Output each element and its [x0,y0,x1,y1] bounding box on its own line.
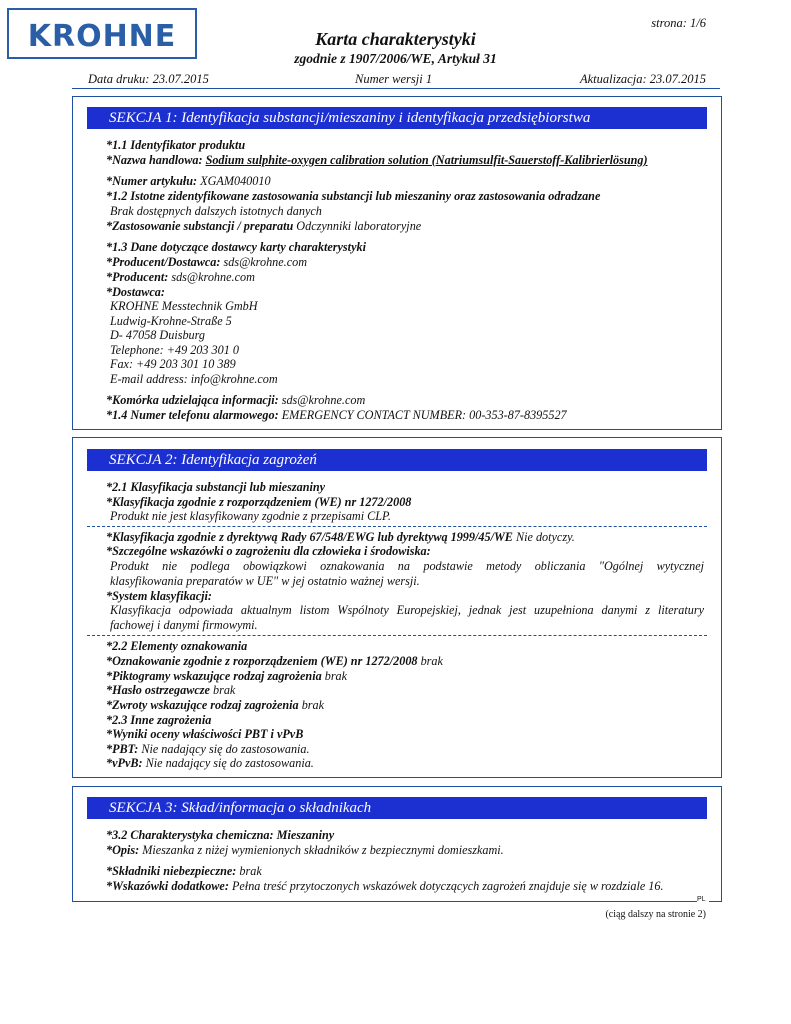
footer-line-left [72,901,697,902]
supplier-address-line: KROHNE Messtechnik GmbH [110,299,258,313]
description-label: *Opis: [106,843,140,857]
s2-clp-value: Produkt nie jest klasyfikowany zgodnie z przepisami CLP. [110,509,391,523]
pbt-value: Nie nadający się do zastosowania. [141,742,310,756]
s2-system-text-1: Klasyfikacja odpowiada aktualnym listom Wspólnoty Europejskiej, jednak jest uzupełniona danymi z literatury [110,603,704,617]
section-3 [72,786,722,902]
s1-use-line [106,219,421,234]
use-label: *Zastosowanie substancji / preparatu [106,219,294,233]
s2-divider-1 [87,526,707,527]
supplier-address-line: Ludwig-Krohne-Straße 5 [110,314,232,328]
s2-pbt-heading: *Wyniki oceny właściwości PBT i vPvB [106,727,304,741]
s2-system-label: *System klasyfikacji: [106,589,212,603]
doc-title: Karta charakterystyki [315,29,476,49]
supplier-label: *Dostawca: [106,285,165,299]
labelling-value: brak [420,654,443,668]
section-1-heading: SEKCJA 1: Identyfikacja substancji/mieszaniny i identyfikacja przedsiębiorstwa [87,107,707,129]
s1-article-line [106,174,271,189]
s1-trade-name-line [106,153,648,168]
use-value: Odczynniki laboratoryjne [296,219,422,233]
producer-supplier-label: *Producent/Dostawca: [106,255,221,269]
header-divider [72,88,720,89]
additional-info-label: *Wskazówki dodatkowe: [106,879,229,893]
signal-word-label: *Hasło ostrzegawcze [106,683,210,697]
dangerous-components-value: brak [239,864,262,878]
s2-special-text-1: Produkt nie podlega obowiązkowi oznakowania na podstawie metody obliczania "Ogólnej wytycznej [110,559,704,573]
s1-identifier-heading: *1.1 Identyfikator produktu [106,138,246,152]
print-date: Data druku: 23.07.2015 [88,72,209,86]
supplier-address-line: D- 47058 Duisburg [110,328,206,342]
directive-value: Nie dotyczy. [515,530,575,544]
footer-line-right [709,901,722,902]
s2-other-hazards-heading: *2.3 Inne zagrożenia [106,713,212,727]
s3-additional-line [106,879,664,894]
update-date: Aktualizacja: 23.07.2015 [579,72,706,86]
logo-text: KROHNE [27,19,177,54]
s1-uses-heading: *1.2 Istotne zidentyfikowane zastosowania substancji lub mieszaniny oraz zastosowania odradzane [106,189,601,203]
supplier-address-line: Telephone: +49 203 301 0 [110,343,239,357]
s2-pictogram-line [106,669,347,684]
description-value: Mieszanka z niżej wymienionych składników z bezpiecznymi domieszkami. [142,843,504,857]
trade-name-label: *Nazwa handlowa: [106,153,203,167]
s2-vpvb-line [106,756,314,771]
trade-name-value: Sodium sulphite-oxygen calibration solution (Natriumsulfit-Sauerstoff-Kalibrierlösung) [205,153,648,167]
s2-system-text-2: fachowej i danymi firmowymi. [110,618,258,632]
s2-special-label: *Szczególne wskazówki o zagrożeniu dla człowieka i środowiska: [106,544,431,558]
article-value: XGAM040010 [200,174,271,188]
s2-divider-2 [87,635,707,636]
language-code: PL [697,896,706,903]
pictogram-label: *Piktogramy wskazujące rodzaj zagrożenia [106,669,322,683]
s2-clp-label: *Klasyfikacja zgodnie z rozporządzeniem (WE) nr 1272/2008 [106,495,412,509]
s2-hazard-line [106,698,324,713]
s2-classification-heading: *2.1 Klasyfikacja substancji lub mieszaniny [106,480,326,494]
info-label: *Komórka udzielająca informacji: [106,393,279,407]
s3-chemical-characterization: *3.2 Charakterystyka chemiczna: Mieszaniny [106,828,335,842]
s1-info-line [106,393,365,408]
directive-label: *Klasyfikacja zgodnie z dyrektywą Rady 67/548/EWG lub dyrektywą 1999/45/WE [106,530,513,544]
supplier-address-line: E-mail address: info@krohne.com [110,372,278,386]
hazard-statements-value: brak [301,698,325,712]
s1-supplier-heading: *1.3 Dane dotyczące dostawcy karty charakterystyki [106,240,366,254]
vpvb-value: Nie nadający się do zastosowania. [145,756,314,770]
vpvb-label: *vPvB: [106,756,143,770]
additional-info-value: Pełna treść przytoczonych wskazówek dotyczących zagrożeń znajduje się w rozdziale 16. [231,879,664,893]
s3-description-line [106,843,504,858]
emergency-label: *1.4 Numer telefonu alarmowego: [106,408,279,422]
dangerous-components-label: *Składniki niebezpieczne: [106,864,237,878]
hazard-statements-label: *Zwroty wskazujące rodzaj zagrożenia [106,698,299,712]
section-1 [72,96,722,430]
signal-word-value: brak [212,683,236,697]
producer-supplier-value: sds@krohne.com [223,255,308,269]
emergency-value: EMERGENCY CONTACT NUMBER: 00-353-87-8395527 [281,408,567,422]
section-2-heading: SEKCJA 2: Identyfikacja zagrożeń [87,449,707,471]
section-2 [72,437,722,778]
continued-note: (ciąg dalszy na stronie 2) [605,909,706,920]
article-label: *Numer artykułu: [106,174,198,188]
pbt-label: *PBT: [106,742,139,756]
pictogram-value: brak [324,669,348,683]
s2-directive-line [106,530,575,545]
s2-signal-line [106,683,235,698]
producer-value: sds@krohne.com [171,270,255,284]
labelling-label: *Oznakowanie zgodnie z rozporządzeniem (WE) nr 1272/2008 [106,654,418,668]
doc-subtitle: zgodnie z 1907/2006/WE, Artykuł 31 [294,51,497,66]
s2-pbt-line [106,742,310,757]
info-value: sds@krohne.com [281,393,366,407]
supplier-address-line: Fax: +49 203 301 10 389 [110,357,236,371]
s1-producer-supplier-line [106,255,307,270]
s1-no-data: Brak dostępnych dalszych istotnych danych [110,204,322,218]
version-number: Numer wersji 1 [355,72,433,86]
s2-labelling-line [106,654,443,669]
s1-emergency-line [106,408,567,423]
section-3-heading: SEKCJA 3: Skład/informacja o składnikach [87,797,707,819]
s3-dangerous-line [106,864,262,879]
s1-producer-line [106,270,255,285]
s2-special-text-2: klasyfikowania preparatów w UE" w jej ostatnio ważnej wersji. [110,574,420,588]
page-number: strona: 1/6 [651,16,706,30]
s2-label-elements-heading: *2.2 Elementy oznakowania [106,639,248,653]
producer-label: *Producent: [106,270,169,284]
